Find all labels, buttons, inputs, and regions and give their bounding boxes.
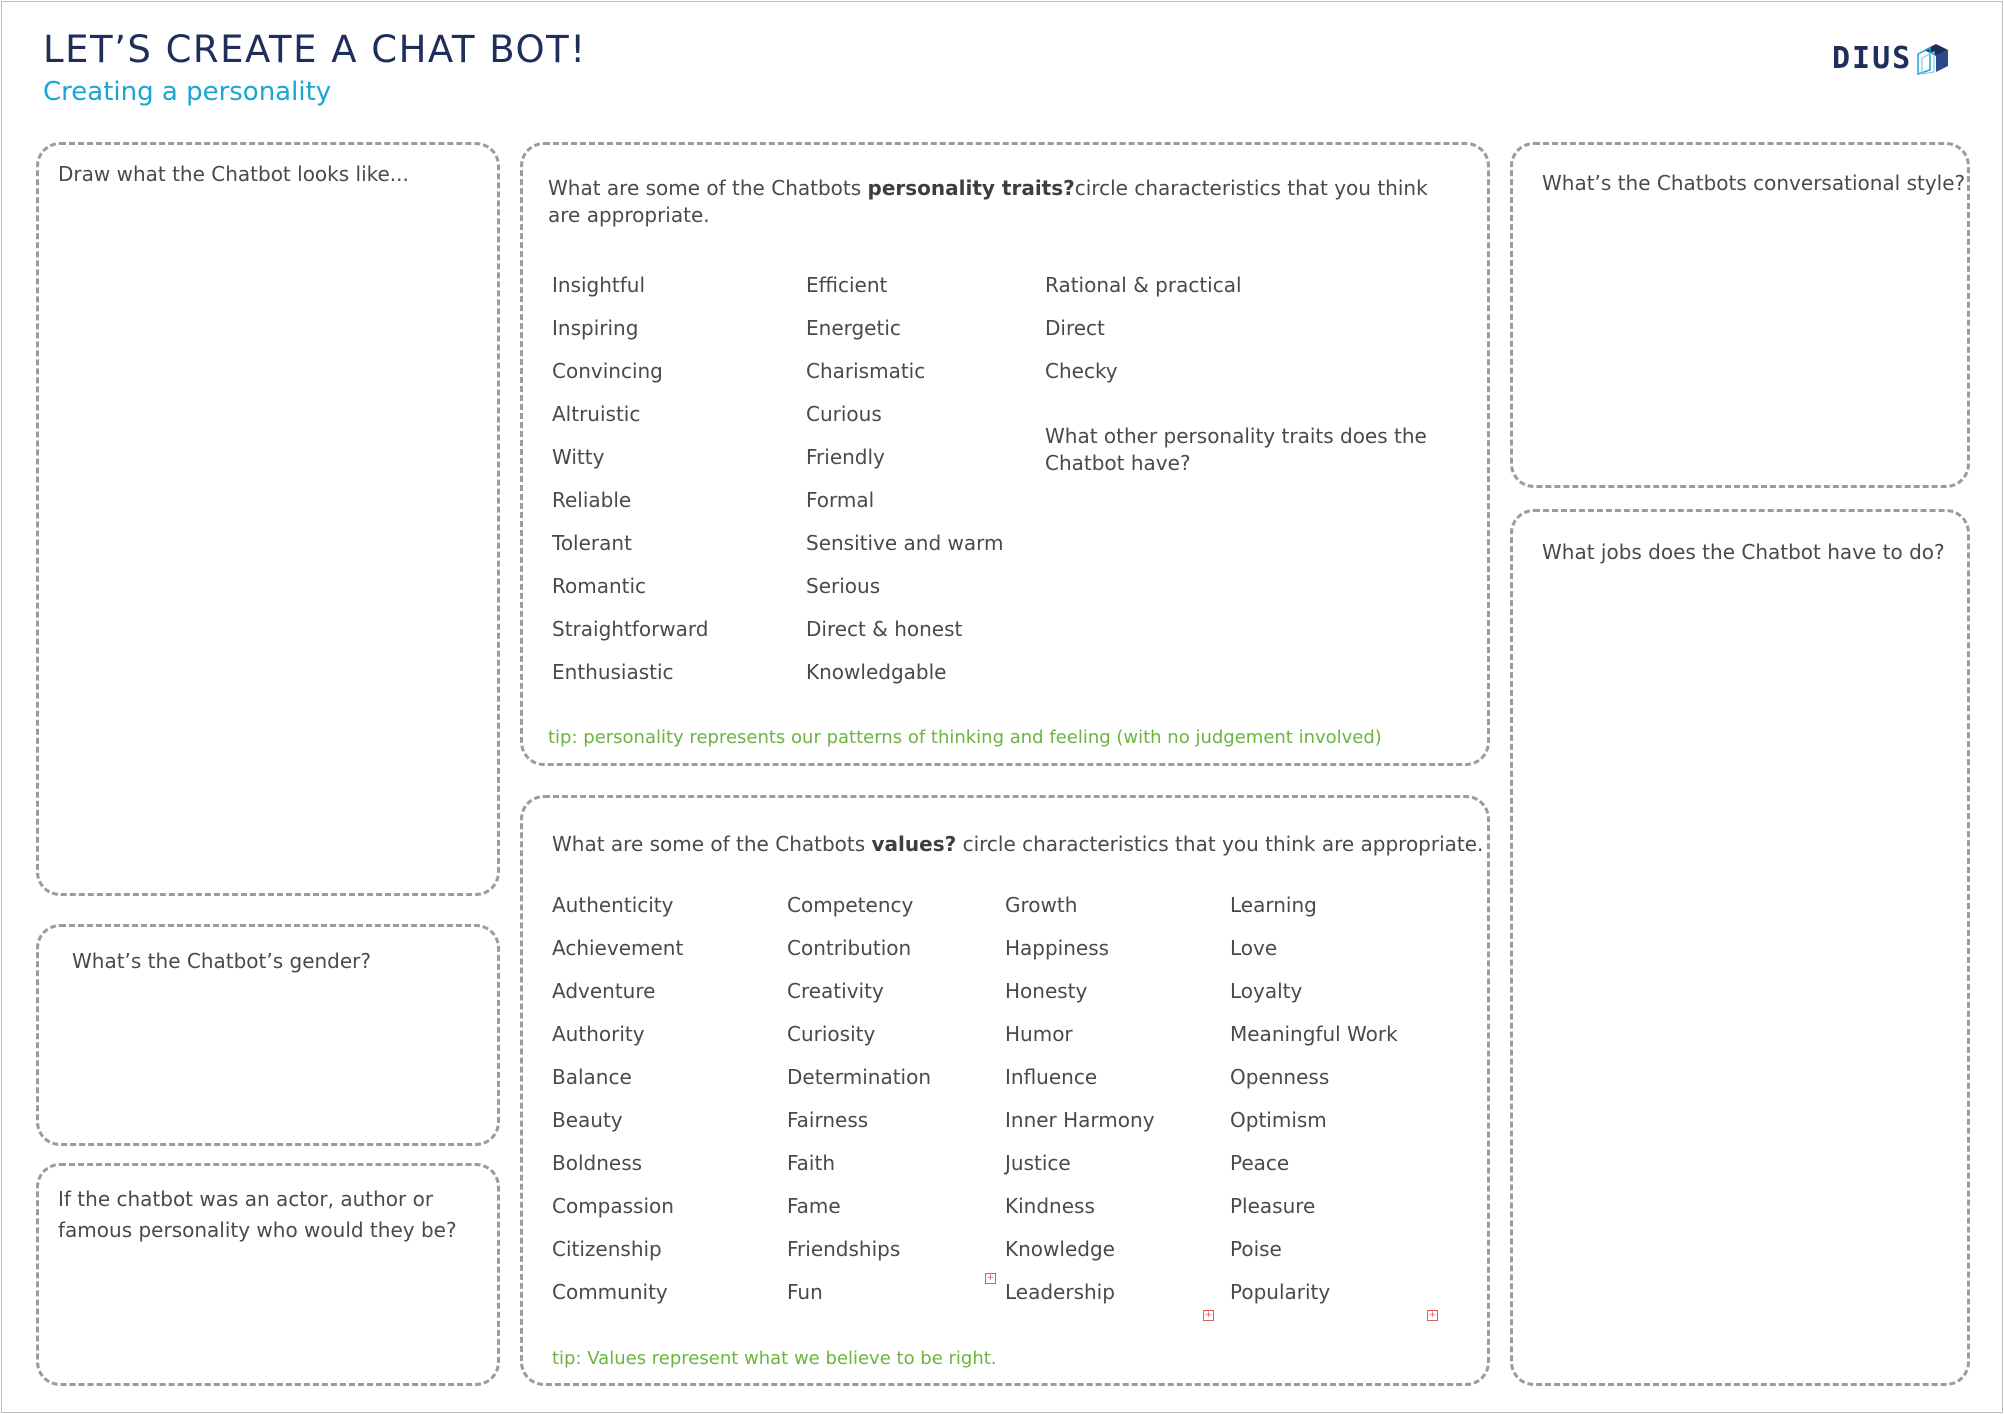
page-subtitle: Creating a personality	[43, 77, 332, 107]
page-title: LET’S CREATE A CHAT BOT!	[43, 28, 587, 71]
value-item[interactable]: Fairness	[787, 1108, 869, 1132]
value-item[interactable]: Determination	[787, 1065, 932, 1089]
value-item[interactable]: Citizenship	[552, 1237, 662, 1261]
value-item[interactable]: Meaningful Work	[1230, 1022, 1398, 1046]
trait-item[interactable]: Formal	[806, 488, 875, 512]
value-item[interactable]: Community	[552, 1280, 668, 1304]
value-item[interactable]: Authority	[552, 1022, 645, 1046]
values-col-3	[1005, 884, 1155, 1314]
trait-item[interactable]: Tolerant	[552, 531, 632, 555]
gender-panel[interactable]	[36, 924, 500, 1146]
trait-item[interactable]: Reliable	[552, 488, 632, 512]
value-item[interactable]: Influence	[1005, 1065, 1098, 1089]
value-item[interactable]: Growth	[1005, 893, 1078, 917]
value-item[interactable]: Achievement	[552, 936, 684, 960]
value-item[interactable]: Contribution	[787, 936, 912, 960]
jobs-panel[interactable]	[1510, 509, 1970, 1386]
value-item[interactable]: Pleasure	[1230, 1194, 1316, 1218]
trait-item[interactable]: Rational & practical	[1045, 273, 1242, 297]
values-col-1	[552, 884, 683, 1314]
value-item[interactable]: Loyalty	[1230, 979, 1303, 1003]
trait-item[interactable]: Curious	[806, 402, 882, 426]
trait-item[interactable]: Romantic	[552, 574, 647, 598]
jobs-prompt: What jobs does the Chatbot have to do?	[1542, 540, 1945, 564]
other-traits-prompt: What other personality traits does the Chatbot have?	[1045, 424, 1427, 475]
values-panel	[520, 795, 1490, 1386]
trait-item[interactable]: Convincing	[552, 359, 663, 383]
values-prompt-bold: values?	[871, 832, 957, 856]
value-item[interactable]: Love	[1230, 936, 1278, 960]
value-item[interactable]: Beauty	[552, 1108, 623, 1132]
gender-prompt: What’s the Chatbot’s gender?	[72, 949, 372, 973]
personality-col-1	[552, 264, 708, 694]
style-prompt: What’s the Chatbots conversational style?	[1542, 171, 1966, 195]
values-prompt-pre: What are some of the Chatbots	[552, 832, 872, 856]
value-item[interactable]: Peace	[1230, 1151, 1290, 1175]
value-item[interactable]: Friendships	[787, 1237, 901, 1261]
value-item[interactable]: Kindness	[1005, 1194, 1095, 1218]
value-item[interactable]: Faith	[787, 1151, 835, 1175]
actor-panel[interactable]	[36, 1163, 500, 1386]
trait-item[interactable]: Knowledgable	[806, 660, 947, 684]
value-item[interactable]: Competency	[787, 893, 914, 917]
trait-item[interactable]: Friendly	[806, 445, 885, 469]
value-item[interactable]: Fun	[787, 1280, 823, 1304]
value-item[interactable]: Leadership	[1005, 1280, 1115, 1304]
value-item[interactable]: Authenticity	[552, 893, 674, 917]
value-item[interactable]: Compassion	[552, 1194, 674, 1218]
values-col-4	[1230, 884, 1398, 1314]
personality-prompt-post: circle characteristics that you think are appropriate.	[548, 176, 1428, 227]
trait-item[interactable]: Charismatic	[806, 359, 926, 383]
cube-icon	[1916, 40, 1950, 76]
values-prompt	[552, 829, 1483, 860]
overflow-marker-icon: +	[1428, 1310, 1437, 1320]
value-item[interactable]: Humor	[1005, 1022, 1073, 1046]
value-item[interactable]: Popularity	[1230, 1280, 1331, 1304]
values-col-2	[787, 884, 931, 1314]
value-item[interactable]: Happiness	[1005, 936, 1110, 960]
trait-item[interactable]: Checky	[1045, 359, 1118, 383]
trait-item[interactable]: Insightful	[552, 273, 646, 297]
actor-prompt: If the chatbot was an actor, author or famous personality who would they be?	[58, 1187, 457, 1242]
style-panel[interactable]	[1510, 142, 1970, 488]
value-item[interactable]: Curiosity	[787, 1022, 876, 1046]
value-item[interactable]: Optimism	[1230, 1108, 1327, 1132]
dius-logo	[1832, 38, 1950, 78]
trait-item[interactable]: Sensitive and warm	[806, 531, 1004, 555]
trait-item[interactable]: Altruistic	[552, 402, 641, 426]
value-item[interactable]: Inner Harmony	[1005, 1108, 1155, 1132]
personality-col-3	[1045, 264, 1242, 393]
value-item[interactable]: Adventure	[552, 979, 656, 1003]
personality-col-2	[806, 264, 1004, 694]
value-item[interactable]: Boldness	[552, 1151, 643, 1175]
personality-prompt-pre: What are some of the Chatbots	[548, 176, 868, 200]
value-item[interactable]: Balance	[552, 1065, 632, 1089]
trait-item[interactable]: Inspiring	[552, 316, 639, 340]
personality-panel	[520, 142, 1490, 766]
trait-item[interactable]: Witty	[552, 445, 605, 469]
trait-item[interactable]: Efficient	[806, 273, 888, 297]
value-item[interactable]: Learning	[1230, 893, 1317, 917]
overflow-marker-icon: +	[986, 1273, 995, 1283]
value-item[interactable]: Openness	[1230, 1065, 1330, 1089]
value-item[interactable]: Honesty	[1005, 979, 1088, 1003]
personality-prompt	[548, 175, 1448, 229]
value-item[interactable]: Knowledge	[1005, 1237, 1115, 1261]
trait-item[interactable]: Enthusiastic	[552, 660, 674, 684]
trait-item[interactable]: Straightforward	[552, 617, 709, 641]
personality-tip: tip: personality represents our patterns of thinking and feeling (with no judgement involved)	[548, 727, 1382, 748]
draw-prompt: Draw what the Chatbot looks like...	[58, 162, 409, 186]
personality-prompt-bold: personality traits?	[867, 176, 1075, 200]
value-item[interactable]: Justice	[1005, 1151, 1071, 1175]
trait-item[interactable]: Direct & honest	[806, 617, 963, 641]
values-prompt-post: circle characteristics that you think are appropriate.	[956, 832, 1484, 856]
trait-item[interactable]: Direct	[1045, 316, 1105, 340]
overflow-marker-icon: +	[1204, 1310, 1213, 1320]
value-item[interactable]: Fame	[787, 1194, 841, 1218]
draw-panel[interactable]	[36, 142, 500, 896]
trait-item[interactable]: Serious	[806, 574, 881, 598]
logo-text: DIUS	[1832, 40, 1913, 76]
value-item[interactable]: Poise	[1230, 1237, 1282, 1261]
values-tip: tip: Values represent what we believe to be right.	[552, 1348, 997, 1369]
value-item[interactable]: Creativity	[787, 979, 884, 1003]
trait-item[interactable]: Energetic	[806, 316, 901, 340]
